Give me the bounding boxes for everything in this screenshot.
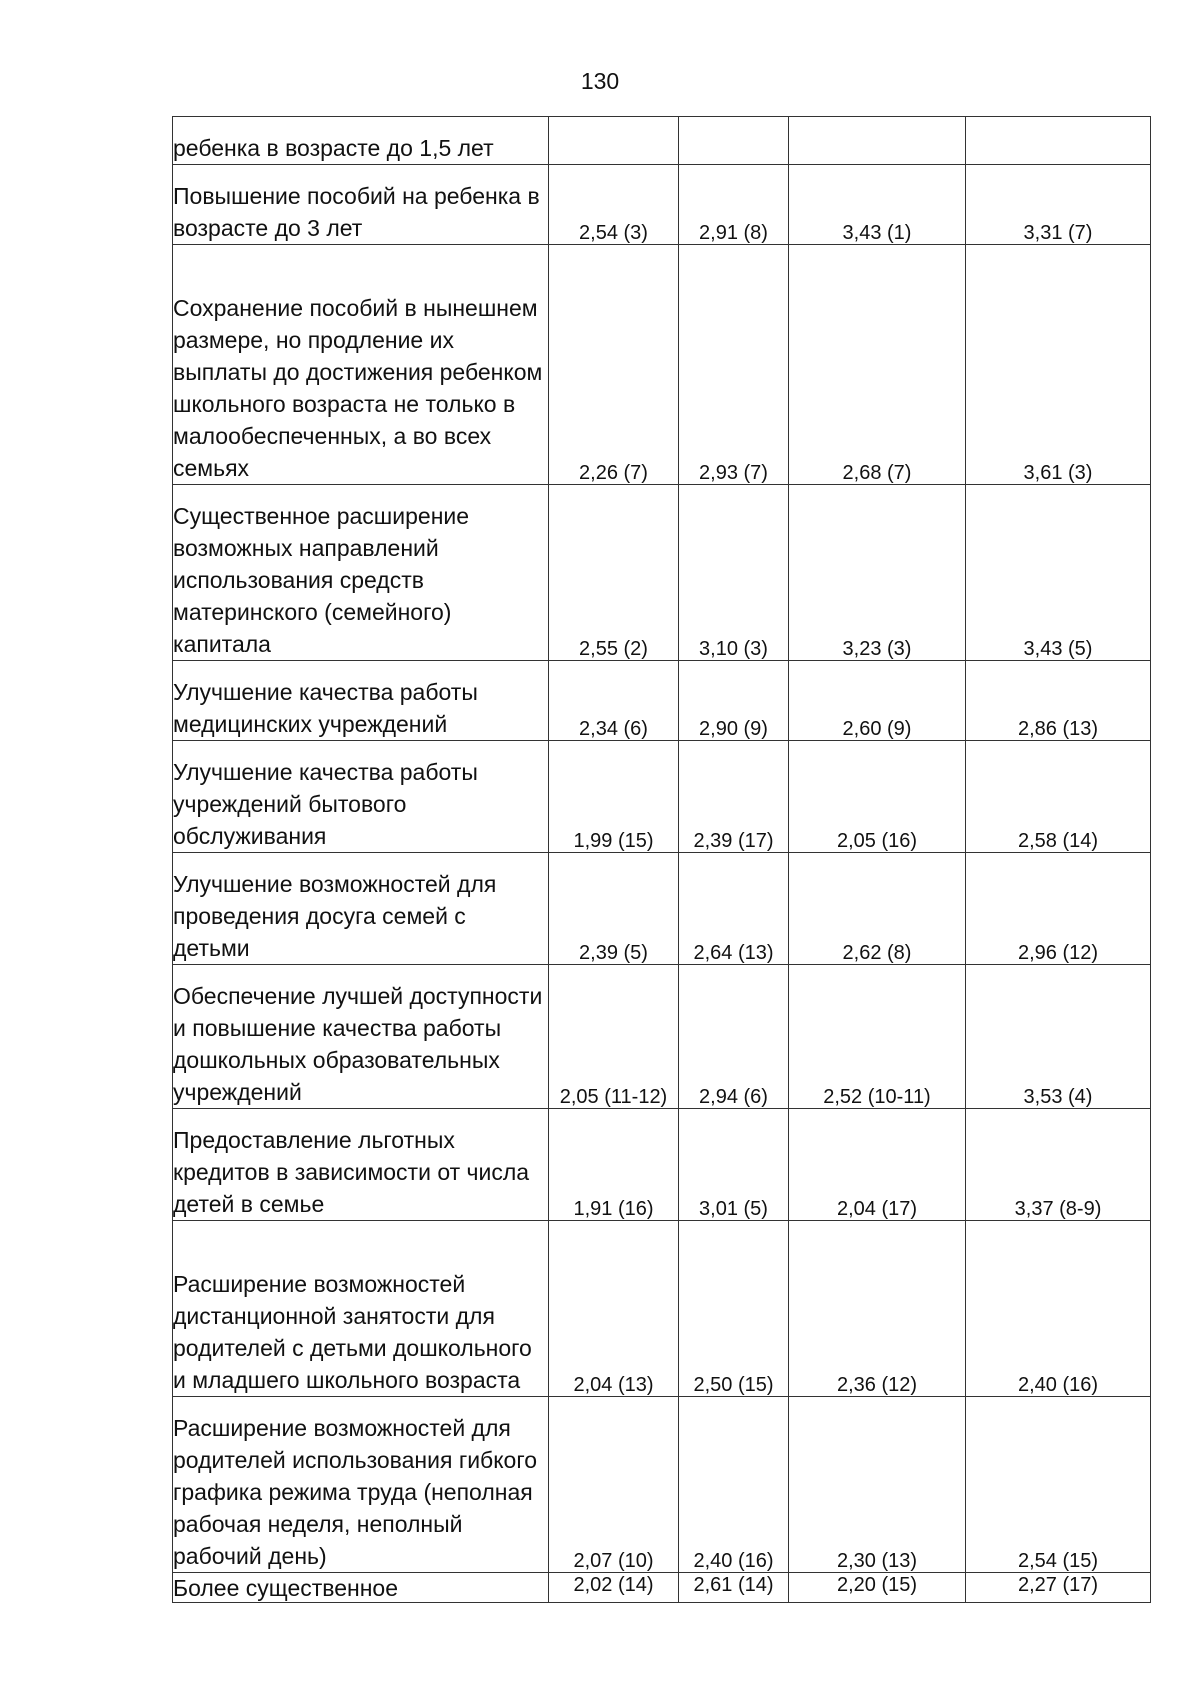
value-cell: 2,54 (3)	[549, 165, 679, 245]
value-cell: 3,43 (1)	[789, 165, 966, 245]
value-cell: 2,05 (16)	[789, 741, 966, 853]
value-cell: 2,40 (16)	[679, 1397, 789, 1573]
value-cell: 2,55 (2)	[549, 485, 679, 661]
value-cell: 2,39 (17)	[679, 741, 789, 853]
table-row	[173, 165, 1151, 245]
row-label: Улучшение возможностей для проведения досуга семей с детьми	[173, 853, 549, 965]
value-cell: 2,26 (7)	[549, 245, 679, 485]
value-cell: 3,10 (3)	[679, 485, 789, 661]
value-cell: 2,96 (12)	[966, 853, 1151, 965]
table-row	[173, 965, 1151, 1109]
value-cell	[789, 117, 966, 165]
value-cell: 2,62 (8)	[789, 853, 966, 965]
value-cell: 2,68 (7)	[789, 245, 966, 485]
value-cell: 3,31 (7)	[966, 165, 1151, 245]
value-cell: 2,90 (9)	[679, 661, 789, 741]
row-label: Улучшение качества работы медицинских учреждений	[173, 661, 549, 741]
value-cell: 3,61 (3)	[966, 245, 1151, 485]
data-table	[172, 116, 1151, 1603]
value-cell: 2,50 (15)	[679, 1221, 789, 1397]
value-cell: 2,60 (9)	[789, 661, 966, 741]
value-cell: 3,01 (5)	[679, 1109, 789, 1221]
value-cell: 3,23 (3)	[789, 485, 966, 661]
row-label: Расширение возможностей для родителей использования гибкого графика режима труда (неполная рабочая неделя, неполный рабочий день)	[173, 1397, 549, 1573]
table-row	[173, 1397, 1151, 1573]
row-label: Расширение возможностей дистанционной занятости для родителей с детьми дошкольного и младшего школьного возраста	[173, 1221, 549, 1397]
value-cell: 2,36 (12)	[789, 1221, 966, 1397]
value-cell: 2,86 (13)	[966, 661, 1151, 741]
value-cell: 2,54 (15)	[966, 1397, 1151, 1573]
page-number: 130	[580, 68, 620, 94]
value-cell: 2,07 (10)	[549, 1397, 679, 1573]
value-cell	[679, 117, 789, 165]
value-cell: 2,40 (16)	[966, 1221, 1151, 1397]
value-cell: 1,99 (15)	[549, 741, 679, 853]
row-label: Повышение пособий на ребенка в возрасте до 3 лет	[173, 165, 549, 245]
table-row	[173, 741, 1151, 853]
value-cell: 2,52 (10-11)	[789, 965, 966, 1109]
value-cell: 2,30 (13)	[789, 1397, 966, 1573]
row-label: Обеспечение лучшей доступности и повышение качества работы дошкольных образовательных учреждений	[173, 965, 549, 1109]
table-row	[173, 1221, 1151, 1397]
table-row	[173, 117, 1151, 165]
value-cell	[549, 117, 679, 165]
value-cell: 1,91 (16)	[549, 1109, 679, 1221]
value-cell: 2,27 (17)	[966, 1573, 1151, 1603]
table-row	[173, 245, 1151, 485]
table-row	[173, 1109, 1151, 1221]
value-cell: 2,34 (6)	[549, 661, 679, 741]
value-cell: 2,93 (7)	[679, 245, 789, 485]
value-cell: 2,05 (11-12)	[549, 965, 679, 1109]
row-label: Существенное расширение возможных направлений использования средств материнского (семейного) капитала	[173, 485, 549, 661]
value-cell: 3,37 (8-9)	[966, 1109, 1151, 1221]
value-cell	[966, 117, 1151, 165]
table-row	[173, 485, 1151, 661]
row-label: Предоставление льготных кредитов в зависимости от числа детей в семье	[173, 1109, 549, 1221]
value-cell: 2,02 (14)	[549, 1573, 679, 1603]
value-cell: 2,64 (13)	[679, 853, 789, 965]
value-cell: 3,53 (4)	[966, 965, 1151, 1109]
value-cell: 2,04 (13)	[549, 1221, 679, 1397]
table-row	[173, 853, 1151, 965]
value-cell: 2,04 (17)	[789, 1109, 966, 1221]
value-cell: 2,61 (14)	[679, 1573, 789, 1603]
value-cell: 2,58 (14)	[966, 741, 1151, 853]
table-row	[173, 661, 1151, 741]
value-cell: 2,39 (5)	[549, 853, 679, 965]
value-cell: 2,94 (6)	[679, 965, 789, 1109]
row-label: Сохранение пособий в нынешнем размере, но продление их выплаты до достижения ребенком школьного возраста не только в малообеспеченных, а во всех семьях	[173, 245, 549, 485]
row-label: Более существенное	[173, 1573, 549, 1603]
value-cell: 2,91 (8)	[679, 165, 789, 245]
value-cell: 2,20 (15)	[789, 1573, 966, 1603]
value-cell: 3,43 (5)	[966, 485, 1151, 661]
table-row	[173, 1573, 1151, 1603]
row-label: Улучшение качества работы учреждений бытового обслуживания	[173, 741, 549, 853]
row-label: ребенка в возрасте до 1,5 лет	[173, 117, 549, 165]
